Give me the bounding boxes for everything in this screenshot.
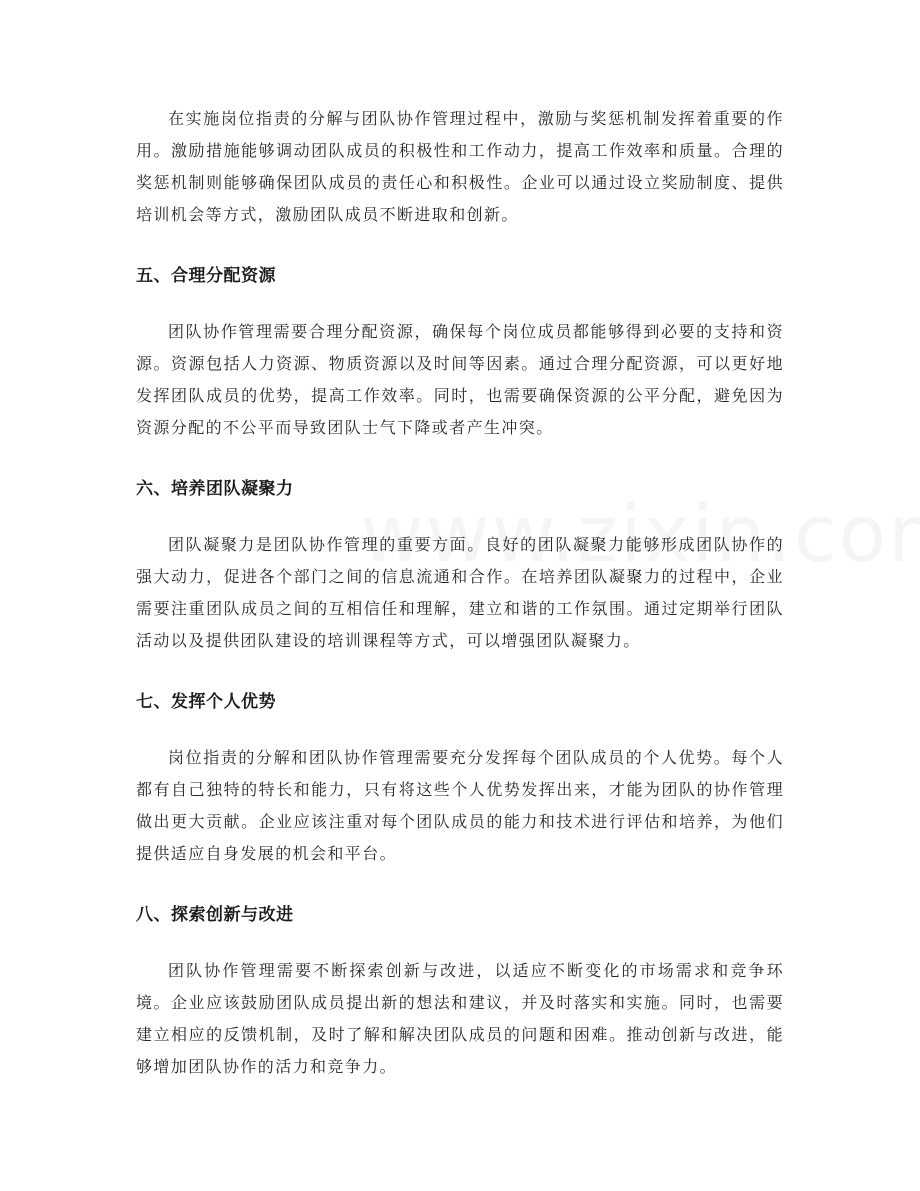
heading-section-6: 六、培养团队凝聚力 xyxy=(136,479,294,499)
heading-section-7: 七、发挥个人优势 xyxy=(136,692,276,712)
paragraph-innovation: 团队协作管理需要不断探索创新与改进，以适应不断变化的市场需求和竞争环境。企业应该鼓励团队成员提出新的想法和建议，并及时落实和实施。同时，也需要建立相应的反馈机制，及时了解和解决团队成员的问题和困难。推动创新与改进，能够增加团队协作的活力和竞争力。 xyxy=(136,961,784,1076)
heading-section-8: 八、探索创新与改进 xyxy=(136,905,294,925)
paragraph-incentives: 在实施岗位指责的分解与团队协作管理过程中，激励与奖惩机制发挥着重要的作用。激励措施能够调动团队成员的积极性和工作动力，提高工作效率和质量。合理的奖惩机制则能够确保团队成员的责任心和积极性。企业可以通过设立奖励制度、提供培训机会等方式，激励团队成员不断进取和创新。 xyxy=(136,109,784,224)
paragraph-resources: 团队协作管理需要合理分配资源，确保每个岗位成员都能够得到必要的支持和资源。资源包括人力资源、物质资源以及时间等因素。通过合理分配资源，可以更好地发挥团队成员的优势，提高工作效率。同时，也需要确保资源的公平分配，避免因为资源分配的不公平而导致团队士气下降或者产生冲突。 xyxy=(136,322,784,437)
paragraph-cohesion: 团队凝聚力是团队协作管理的重要方面。良好的团队凝聚力能够形成团队协作的强大动力，促进各个部门之间的信息流通和合作。在培养团队凝聚力的过程中，企业需要注重团队成员之间的互相信任和理解，建立和谐的工作氛围。通过定期举行团队活动以及提供团队建设的培训课程等方式，可以增强团队凝聚力。 xyxy=(136,535,784,650)
paragraph-strengths: 岗位指责的分解和团队协作管理需要充分发挥每个团队成员的个人优势。每个人都有自己独特的特长和能力，只有将这些个人优势发挥出来，才能为团队的协作管理做出更大贡献。企业应该注重对每个团队成员的能力和技术进行评估和培养，为他们提供适应自身发展的机会和平台。 xyxy=(136,748,784,863)
document-body xyxy=(136,103,784,1083)
heading-section-5: 五、合理分配资源 xyxy=(136,266,276,286)
